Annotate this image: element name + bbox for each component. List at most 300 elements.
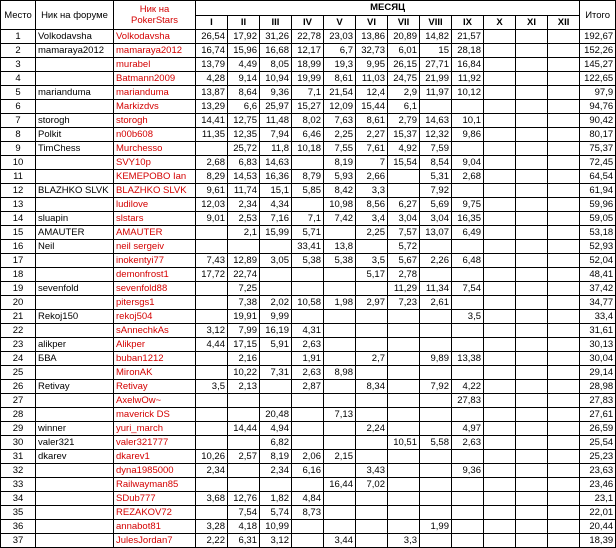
place-cell: 13 bbox=[1, 198, 36, 212]
table-row bbox=[1, 352, 616, 366]
month-value-cell bbox=[260, 380, 292, 394]
month-value-cell: 7,42 bbox=[324, 212, 356, 226]
month-value-cell bbox=[548, 478, 580, 492]
month-value-cell bbox=[516, 296, 548, 310]
month-value-cell bbox=[516, 72, 548, 86]
month-value-cell: 4,22 bbox=[452, 380, 484, 394]
month-value-cell: 8,79 bbox=[292, 170, 324, 184]
ps-nick-cell: n00b608 bbox=[114, 128, 196, 142]
month-value-cell bbox=[548, 506, 580, 520]
month-value-cell: 2,68 bbox=[196, 156, 228, 170]
month-value-cell: 4,94 bbox=[260, 422, 292, 436]
month-value-cell bbox=[452, 142, 484, 156]
month-value-cell: 21,54 bbox=[324, 86, 356, 100]
month-value-cell bbox=[484, 100, 516, 114]
month-value-cell: 15,99 bbox=[260, 226, 292, 240]
month-value-cell: 4,97 bbox=[452, 422, 484, 436]
month-value-cell bbox=[292, 422, 324, 436]
forum-nick-cell: mamaraya2012 bbox=[36, 44, 114, 58]
month-value-cell bbox=[324, 506, 356, 520]
month-value-cell: 3,4 bbox=[356, 212, 388, 226]
month-value-cell bbox=[516, 450, 548, 464]
total-cell: 23,63 bbox=[580, 464, 616, 478]
month-value-cell bbox=[388, 478, 420, 492]
month-value-cell: 9,04 bbox=[452, 156, 484, 170]
month-value-cell bbox=[484, 86, 516, 100]
table-row bbox=[1, 212, 616, 226]
table-row bbox=[1, 100, 616, 114]
month-value-cell: 19,3 bbox=[324, 58, 356, 72]
month-value-cell bbox=[484, 394, 516, 408]
month-value-cell: 15,96 bbox=[228, 44, 260, 58]
total-cell: 37,42 bbox=[580, 282, 616, 296]
total-cell: 30,13 bbox=[580, 338, 616, 352]
month-value-cell bbox=[356, 436, 388, 450]
month-value-cell bbox=[548, 72, 580, 86]
place-cell: 18 bbox=[1, 268, 36, 282]
month-value-cell: 7,59 bbox=[420, 142, 452, 156]
month-value-cell: 21,99 bbox=[420, 72, 452, 86]
total-cell: 25,54 bbox=[580, 436, 616, 450]
month-value-cell bbox=[548, 338, 580, 352]
month-value-cell bbox=[484, 170, 516, 184]
month-value-cell bbox=[548, 366, 580, 380]
table-row bbox=[1, 422, 616, 436]
month-value-cell bbox=[388, 380, 420, 394]
forum-nick-cell: storogh bbox=[36, 114, 114, 128]
forum-nick-cell: TimChess bbox=[36, 142, 114, 156]
month-value-cell: 8,42 bbox=[324, 184, 356, 198]
month-value-cell: 33,41 bbox=[292, 240, 324, 254]
month-value-cell: 19,91 bbox=[228, 310, 260, 324]
forum-nick-cell bbox=[36, 198, 114, 212]
ps-nick-cell: sevenfold88 bbox=[114, 282, 196, 296]
month-value-cell bbox=[228, 394, 260, 408]
month-value-cell bbox=[420, 408, 452, 422]
month-value-cell bbox=[260, 352, 292, 366]
month-value-cell bbox=[548, 86, 580, 100]
month-value-cell: 2,22 bbox=[196, 534, 228, 548]
month-value-cell bbox=[548, 170, 580, 184]
month-value-cell: 16,68 bbox=[260, 44, 292, 58]
month-value-cell: 2,68 bbox=[452, 170, 484, 184]
month-value-cell: 3,04 bbox=[420, 212, 452, 226]
month-value-cell: 17,72 bbox=[196, 268, 228, 282]
ps-nick-cell: dkarev1 bbox=[114, 450, 196, 464]
month-value-cell bbox=[484, 338, 516, 352]
month-value-cell bbox=[484, 478, 516, 492]
month-value-cell bbox=[356, 338, 388, 352]
total-cell: 23,1 bbox=[580, 492, 616, 506]
month-value-cell bbox=[324, 282, 356, 296]
ps-nick-cell: SDub777 bbox=[114, 492, 196, 506]
table-row bbox=[1, 478, 616, 492]
month-value-cell bbox=[196, 296, 228, 310]
place-cell: 28 bbox=[1, 408, 36, 422]
month-value-cell: 4,34 bbox=[260, 198, 292, 212]
table-row bbox=[1, 464, 616, 478]
place-cell: 20 bbox=[1, 296, 36, 310]
month-value-cell: 4,28 bbox=[196, 72, 228, 86]
month-value-cell: 14,63 bbox=[260, 156, 292, 170]
month-value-cell bbox=[420, 478, 452, 492]
month-value-cell bbox=[260, 394, 292, 408]
ps-nick-cell: murabel bbox=[114, 58, 196, 72]
month-value-cell: 6,16 bbox=[292, 464, 324, 478]
month-value-cell: 25,72 bbox=[228, 142, 260, 156]
place-cell: 4 bbox=[1, 72, 36, 86]
ps-nick-cell: Railwayman85 bbox=[114, 478, 196, 492]
month-value-cell bbox=[516, 380, 548, 394]
forum-nick-cell bbox=[36, 408, 114, 422]
month-value-cell bbox=[356, 408, 388, 422]
table-row bbox=[1, 142, 616, 156]
ps-nick-cell: BLAZHKO SLVK bbox=[114, 184, 196, 198]
month-value-cell: 4,44 bbox=[196, 338, 228, 352]
month-value-cell: 11,03 bbox=[356, 72, 388, 86]
total-cell: 28,98 bbox=[580, 380, 616, 394]
month-value-cell: 31,26 bbox=[260, 30, 292, 44]
month-value-cell: 2,63 bbox=[292, 366, 324, 380]
table-row bbox=[1, 282, 616, 296]
month-value-cell: 8,02 bbox=[292, 114, 324, 128]
month-value-cell bbox=[484, 464, 516, 478]
month-value-cell: 7,1 bbox=[292, 212, 324, 226]
month-value-cell: 7,94 bbox=[260, 128, 292, 142]
place-cell: 10 bbox=[1, 156, 36, 170]
place-cell: 2 bbox=[1, 44, 36, 58]
month-value-cell bbox=[388, 506, 420, 520]
ps-nick-cell: MironAK bbox=[114, 366, 196, 380]
month-value-cell bbox=[452, 184, 484, 198]
month-value-cell: 5,38 bbox=[292, 254, 324, 268]
month-value-cell: 8,29 bbox=[196, 170, 228, 184]
month-value-cell: 11,97 bbox=[420, 86, 452, 100]
table-row bbox=[1, 366, 616, 380]
month-value-cell bbox=[356, 282, 388, 296]
month-value-cell bbox=[196, 226, 228, 240]
month-value-cell: 2,78 bbox=[388, 268, 420, 282]
month-value-cell bbox=[324, 338, 356, 352]
month-value-cell: 13,79 bbox=[196, 58, 228, 72]
month-value-cell bbox=[516, 226, 548, 240]
month-value-cell: 14,41 bbox=[196, 114, 228, 128]
month-value-cell bbox=[420, 240, 452, 254]
month-value-cell bbox=[452, 506, 484, 520]
month-value-cell bbox=[548, 268, 580, 282]
month-value-cell bbox=[516, 282, 548, 296]
month-value-cell bbox=[548, 254, 580, 268]
month-value-cell bbox=[292, 394, 324, 408]
month-value-cell: 7,92 bbox=[420, 184, 452, 198]
ps-nick-cell: AMAUTER bbox=[114, 226, 196, 240]
ps-nick-cell: sAnnechkAs bbox=[114, 324, 196, 338]
place-cell: 35 bbox=[1, 506, 36, 520]
month-value-cell: 2,61 bbox=[420, 296, 452, 310]
month-value-cell bbox=[324, 492, 356, 506]
forum-nick-cell: BLAZHKO SLVK bbox=[36, 184, 114, 198]
ps-nick-cell: SVY10p bbox=[114, 156, 196, 170]
month-value-cell: 10,12 bbox=[452, 86, 484, 100]
month-value-cell: 16,84 bbox=[452, 58, 484, 72]
month-value-cell bbox=[548, 464, 580, 478]
place-cell: 23 bbox=[1, 338, 36, 352]
place-cell: 34 bbox=[1, 492, 36, 506]
month-value-cell: 6,01 bbox=[388, 44, 420, 58]
month-value-cell bbox=[228, 240, 260, 254]
month-value-cell: 12,76 bbox=[228, 492, 260, 506]
total-cell: 72,45 bbox=[580, 156, 616, 170]
month-value-cell: 2,57 bbox=[228, 450, 260, 464]
table-row bbox=[1, 492, 616, 506]
month-value-cell: 10,22 bbox=[228, 366, 260, 380]
month-value-cell: 7,38 bbox=[228, 296, 260, 310]
month-value-cell bbox=[292, 408, 324, 422]
table-row bbox=[1, 226, 616, 240]
month-value-cell bbox=[484, 422, 516, 436]
month-value-cell: 2,53 bbox=[228, 212, 260, 226]
month-value-cell: 3,5 bbox=[356, 254, 388, 268]
month-value-cell bbox=[548, 240, 580, 254]
month-value-cell bbox=[548, 212, 580, 226]
total-cell: 25,23 bbox=[580, 450, 616, 464]
table-row bbox=[1, 534, 616, 548]
month-value-cell: 8,56 bbox=[356, 198, 388, 212]
place-cell: 15 bbox=[1, 226, 36, 240]
month-value-cell bbox=[516, 436, 548, 450]
month-value-cell bbox=[388, 324, 420, 338]
month-value-cell: 16,36 bbox=[260, 170, 292, 184]
month-value-cell: 5,67 bbox=[388, 254, 420, 268]
table-row bbox=[1, 506, 616, 520]
month-value-cell: 15,37 bbox=[388, 128, 420, 142]
month-value-cell bbox=[548, 142, 580, 156]
month-value-cell bbox=[452, 492, 484, 506]
month-value-cell: 12,4 bbox=[356, 86, 388, 100]
month-value-cell: 9,95 bbox=[356, 58, 388, 72]
table-row bbox=[1, 324, 616, 338]
month-value-cell: 17,15 bbox=[228, 338, 260, 352]
month-value-cell bbox=[388, 450, 420, 464]
month-value-cell bbox=[324, 436, 356, 450]
month-value-cell bbox=[420, 100, 452, 114]
month-value-cell bbox=[420, 464, 452, 478]
table-row bbox=[1, 338, 616, 352]
total-cell: 122,65 bbox=[580, 72, 616, 86]
month-value-cell: 7,57 bbox=[388, 226, 420, 240]
month-value-cell bbox=[516, 30, 548, 44]
month-value-cell bbox=[452, 450, 484, 464]
month-value-cell bbox=[484, 380, 516, 394]
month-value-cell: 5,31 bbox=[420, 170, 452, 184]
total-cell: 30,04 bbox=[580, 352, 616, 366]
month-value-cell: 20,89 bbox=[388, 30, 420, 44]
month-value-cell: 3,5 bbox=[452, 310, 484, 324]
forum-nick-cell: dkarev bbox=[36, 450, 114, 464]
forum-nick-cell: Polkit bbox=[36, 128, 114, 142]
month-value-cell: 5,91 bbox=[260, 338, 292, 352]
month-value-cell: 15,44 bbox=[356, 100, 388, 114]
place-cell: 21 bbox=[1, 310, 36, 324]
month-value-cell bbox=[484, 142, 516, 156]
forum-nick-cell bbox=[36, 492, 114, 506]
month-value-cell bbox=[388, 184, 420, 198]
month-value-cell bbox=[196, 408, 228, 422]
month-value-cell: 10,99 bbox=[260, 520, 292, 534]
month-value-cell: 7,55 bbox=[324, 142, 356, 156]
forum-nick-cell: sevenfold bbox=[36, 282, 114, 296]
month-value-cell: 8,73 bbox=[292, 506, 324, 520]
month-value-cell: 12,03 bbox=[196, 198, 228, 212]
month-value-cell bbox=[484, 156, 516, 170]
month-value-cell: 13,86 bbox=[356, 30, 388, 44]
month-value-cell bbox=[484, 506, 516, 520]
month-value-cell bbox=[292, 310, 324, 324]
month-value-cell: 4,92 bbox=[388, 142, 420, 156]
total-cell: 34,77 bbox=[580, 296, 616, 310]
month-value-cell bbox=[452, 100, 484, 114]
month-value-cell bbox=[516, 212, 548, 226]
month-value-cell: 2,34 bbox=[228, 198, 260, 212]
month-value-cell: 3,3 bbox=[388, 534, 420, 548]
month-value-cell bbox=[324, 226, 356, 240]
month-value-cell bbox=[516, 464, 548, 478]
month-value-cell: 1,91 bbox=[292, 352, 324, 366]
month-value-cell bbox=[516, 492, 548, 506]
month-value-cell: 2,63 bbox=[292, 338, 324, 352]
month-value-cell bbox=[356, 310, 388, 324]
month-value-cell: 15,27 bbox=[292, 100, 324, 114]
month-value-cell: 7,92 bbox=[420, 380, 452, 394]
month-value-cell: 13,07 bbox=[420, 226, 452, 240]
month-value-cell bbox=[228, 436, 260, 450]
month-value-cell bbox=[196, 436, 228, 450]
table-row bbox=[1, 86, 616, 100]
month-value-cell: 8,98 bbox=[324, 366, 356, 380]
ps-nick-cell: maverick DS bbox=[114, 408, 196, 422]
place-cell: 7 bbox=[1, 114, 36, 128]
total-cell: 33,4 bbox=[580, 310, 616, 324]
month-value-cell bbox=[452, 520, 484, 534]
month-value-cell bbox=[420, 394, 452, 408]
month-value-cell bbox=[292, 520, 324, 534]
month-value-cell bbox=[452, 338, 484, 352]
month-value-cell bbox=[452, 478, 484, 492]
month-value-cell: 14,82 bbox=[420, 30, 452, 44]
month-value-cell bbox=[452, 268, 484, 282]
month-value-cell: 2,97 bbox=[356, 296, 388, 310]
month-value-cell: 16,74 bbox=[196, 44, 228, 58]
table-row bbox=[1, 408, 616, 422]
month-value-cell bbox=[420, 506, 452, 520]
month-value-cell bbox=[484, 212, 516, 226]
total-cell: 27,83 bbox=[580, 394, 616, 408]
month-value-cell: 12,75 bbox=[228, 114, 260, 128]
forum-nick-cell bbox=[36, 394, 114, 408]
month-value-cell: 11,74 bbox=[228, 184, 260, 198]
month-value-cell: 1,82 bbox=[260, 492, 292, 506]
month-value-cell bbox=[548, 450, 580, 464]
month-value-cell: 2,25 bbox=[324, 128, 356, 142]
month-value-cell bbox=[516, 128, 548, 142]
forum-nick-cell bbox=[36, 324, 114, 338]
forum-nick-cell bbox=[36, 506, 114, 520]
forum-nick-cell bbox=[36, 170, 114, 184]
month-value-cell bbox=[452, 408, 484, 422]
forum-nick-cell bbox=[36, 268, 114, 282]
month-value-cell bbox=[484, 450, 516, 464]
month-value-cell bbox=[516, 534, 548, 548]
month-value-cell bbox=[516, 254, 548, 268]
total-cell: 53,18 bbox=[580, 226, 616, 240]
month-value-cell: 3,44 bbox=[324, 534, 356, 548]
month-value-cell bbox=[484, 240, 516, 254]
month-value-cell: 6,83 bbox=[228, 156, 260, 170]
month-value-cell: 3,12 bbox=[196, 324, 228, 338]
month-value-cell: 8,05 bbox=[260, 58, 292, 72]
month-value-cell: 12,35 bbox=[228, 128, 260, 142]
month-value-cell bbox=[548, 324, 580, 338]
month-value-cell: 3,3 bbox=[356, 184, 388, 198]
month-value-cell bbox=[356, 450, 388, 464]
month-header: IX bbox=[452, 15, 484, 30]
month-value-cell: 5,58 bbox=[420, 436, 452, 450]
total-cell: 64,54 bbox=[580, 170, 616, 184]
place-cell: 6 bbox=[1, 100, 36, 114]
month-value-cell: 5,74 bbox=[260, 506, 292, 520]
month-value-cell bbox=[292, 268, 324, 282]
month-value-cell bbox=[356, 520, 388, 534]
month-header: XI bbox=[516, 15, 548, 30]
month-value-cell bbox=[356, 394, 388, 408]
table-row bbox=[1, 296, 616, 310]
month-value-cell bbox=[420, 324, 452, 338]
month-value-cell bbox=[196, 142, 228, 156]
month-value-cell bbox=[420, 310, 452, 324]
month-value-cell: 11,48 bbox=[260, 114, 292, 128]
place-cell: 11 bbox=[1, 170, 36, 184]
month-value-cell: 6,46 bbox=[292, 128, 324, 142]
month-value-cell bbox=[356, 324, 388, 338]
forum-nick-cell bbox=[36, 254, 114, 268]
month-value-cell: 9,14 bbox=[228, 72, 260, 86]
month-value-cell: 7,54 bbox=[452, 282, 484, 296]
month-value-cell: 11,34 bbox=[420, 282, 452, 296]
month-value-cell: 2,02 bbox=[260, 296, 292, 310]
total-cell: 29,14 bbox=[580, 366, 616, 380]
month-value-cell: 9,99 bbox=[260, 310, 292, 324]
table-row bbox=[1, 450, 616, 464]
month-value-cell: 5,72 bbox=[388, 240, 420, 254]
month-value-cell bbox=[516, 338, 548, 352]
month-value-cell: 6,1 bbox=[388, 100, 420, 114]
total-cell: 52,93 bbox=[580, 240, 616, 254]
month-value-cell: 16,35 bbox=[452, 212, 484, 226]
ps-nick-cell: slstars bbox=[114, 212, 196, 226]
month-value-cell: 21,57 bbox=[452, 30, 484, 44]
month-value-cell: 7,02 bbox=[356, 478, 388, 492]
month-value-cell: 2,7 bbox=[356, 352, 388, 366]
total-cell: 31,61 bbox=[580, 324, 616, 338]
month-value-cell bbox=[292, 198, 324, 212]
month-value-cell bbox=[292, 478, 324, 492]
month-value-cell bbox=[548, 380, 580, 394]
forum-nick-cell bbox=[36, 534, 114, 548]
month-value-cell: 8,19 bbox=[324, 156, 356, 170]
month-value-cell: 2,25 bbox=[356, 226, 388, 240]
month-value-cell: 5,38 bbox=[324, 254, 356, 268]
month-value-cell: 9,36 bbox=[260, 86, 292, 100]
